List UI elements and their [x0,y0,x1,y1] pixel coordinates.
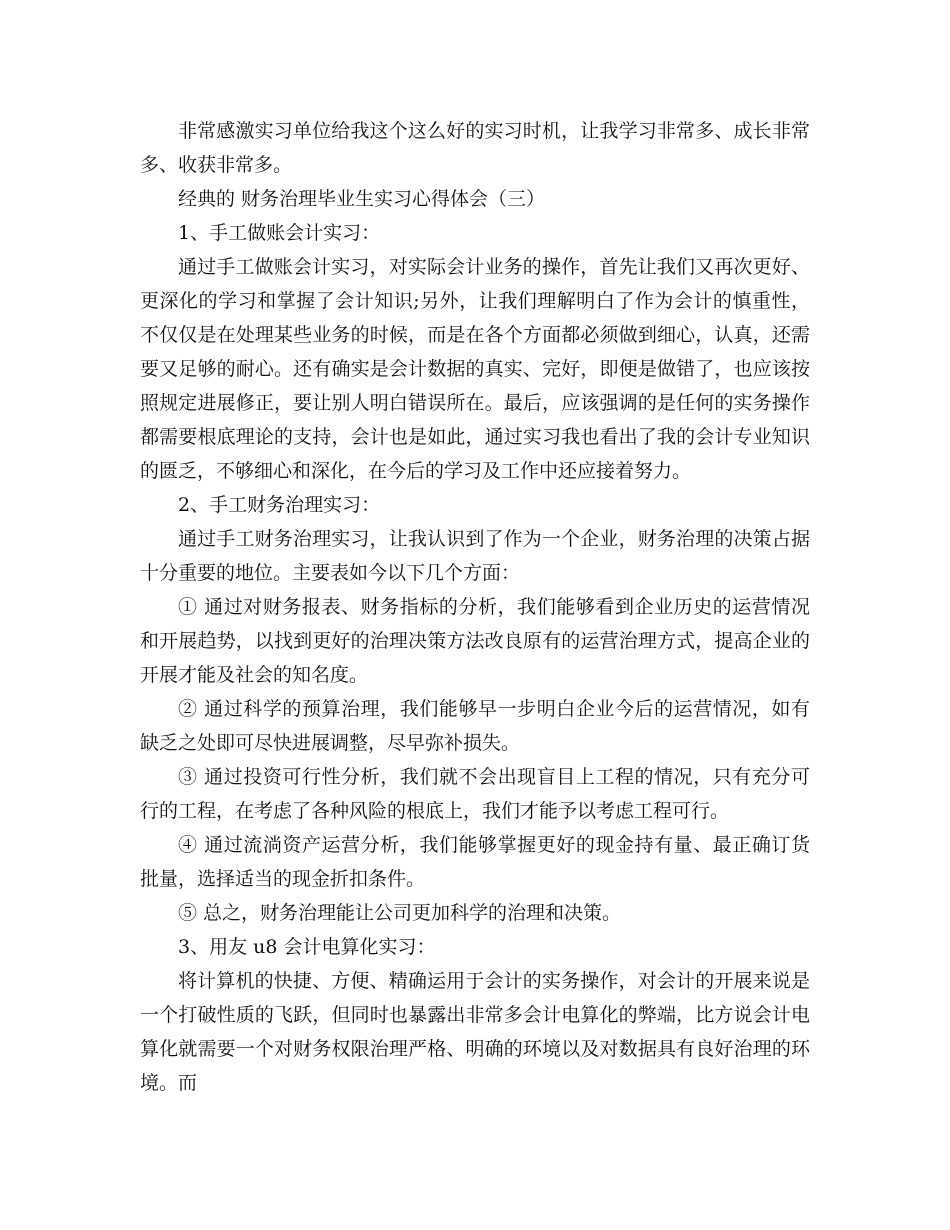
list-item-5: ⑤ 总之，财务治理能让公司更加科学的治理和决策。 [178,902,622,924]
paragraph-manual-accounting: 通过手工做账会计实习，对实际会计业务的操作，首先让我们又再次更好、更深化的学习和掌握了会计知识;另外，让我们理解明白了作为会计的慎重性，不仅仅是在处理某些业务的时候，而是在各个方面都必须做到细心，认真，还需要又足够的耐心。还有确实是会计数据的真实、完好，即便是做错了，也应该按照规定进展修正，要让别人明白错误所在。最后，应该强调的是任何的实务操作都需要根底理论的支持，会计也是如此，通过实习我也看出了我的会计专业知识的匮乏，不够细心和深化，在今后的学习及工作中还应接着努力。 [140,256,810,482]
section-title: 经典的 财务治理毕业生实习心得体会（三） [178,188,546,210]
subsection-heading-financial-management: 2、手工财务治理实习： [178,494,381,516]
document-body [140,114,810,1100]
list-item-3: ③ 通过投资可行性分析，我们就不会出现盲目上工程的情况，只有充分可行的工程，在考虑了各种风险的根底上，我们才能予以考虑工程可行。 [140,766,810,822]
paragraph-closing-thanks: 非常感激实习单位给我这个这么好的实习时机，让我学习非常多、成长非常多、收获非常多。 [140,120,810,176]
subsection-heading-u8-accounting: 3、用友 u8 会计电算化实习： [178,936,436,958]
list-item-4: ④ 通过流淌资产运营分析，我们能够掌握更好的现金持有量、最正确订货批量，选择适当的现金折扣条件。 [140,834,810,890]
paragraph-financial-management-intro: 通过手工财务治理实习，让我认识到了作为一个企业，财务治理的决策占据十分重要的地位。主要表如今以下几个方面： [140,528,810,584]
list-item-1: ① 通过对财务报表、财务指标的分析，我们能够看到企业历史的运营情况和开展趋势，以找到更好的治理决策方法改良原有的运营治理方式，提高企业的开展才能及社会的知名度。 [140,596,810,686]
subsection-heading-manual-accounting: 1、手工做账会计实习： [178,222,381,244]
paragraph-u8-accounting: 将计算机的快捷、方便、精确运用于会计的实务操作，对会计的开展来说是一个打破性质的飞跃，但同时也暴露出非常多会计电算化的弊端，比方说会计电算化就需要一个对财务权限治理严格、明确的环境以及对数据具有良好治理的环境。而 [140,970,810,1094]
list-item-2: ② 通过科学的预算治理，我们能够早一步明白企业今后的运营情况，如有缺乏之处即可尽快进展调整，尽早弥补损失。 [140,698,810,754]
